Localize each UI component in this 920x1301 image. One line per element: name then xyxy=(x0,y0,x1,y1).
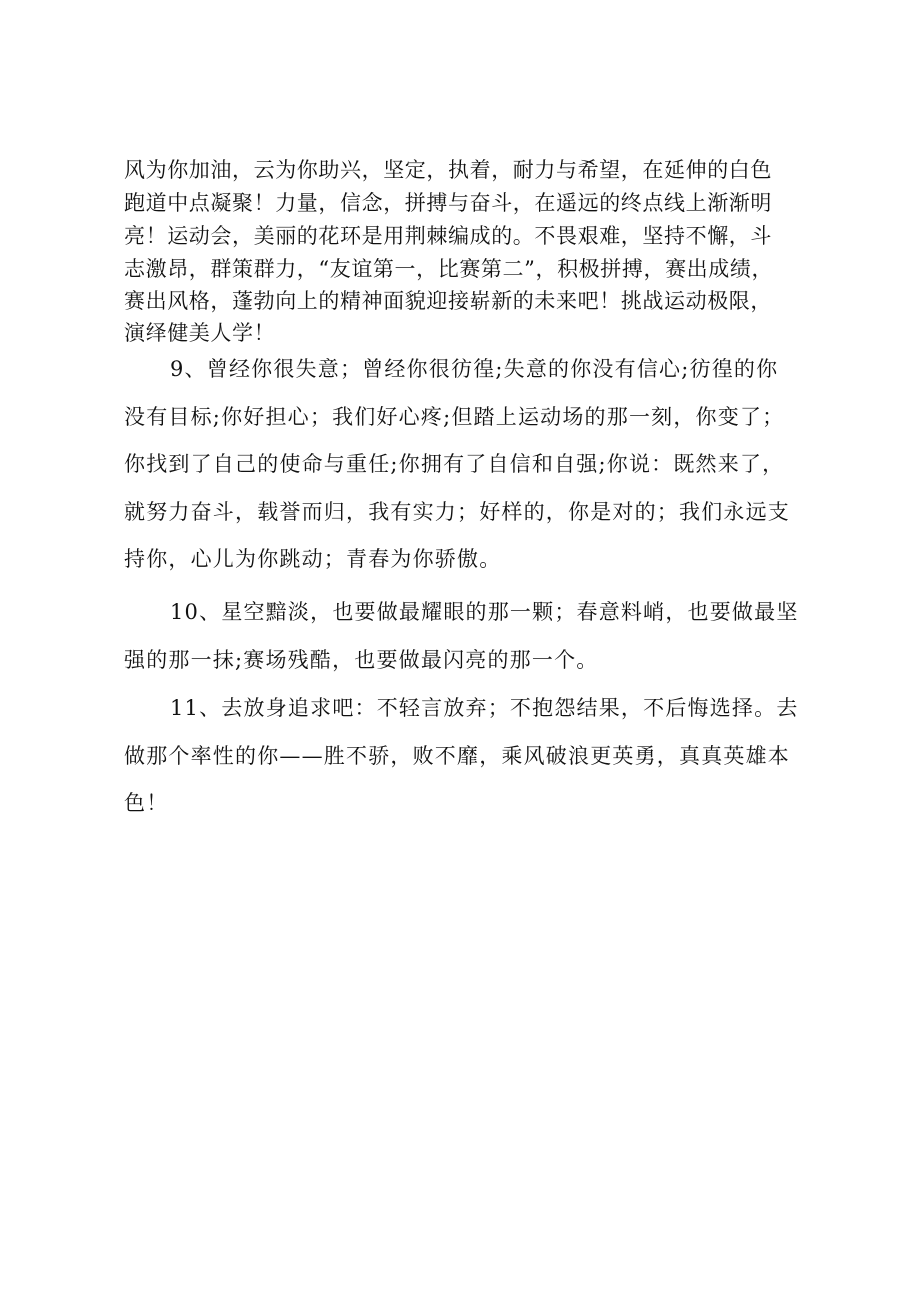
text-line: 没有目标;你好担心；我们好心疼;但踏上运动场的那一刻，你变了； xyxy=(124,405,785,429)
text-line: 11、去放身追求吧：不轻言放弃；不抱怨结果，不后悔选择。去 xyxy=(170,696,799,720)
text-line: 就努力奋斗，载誉而归，我有实力；好样的，你是对的；我们永远支 xyxy=(124,500,790,524)
text-line: 强的那一抹;赛场残酷，也要做最闪亮的那一个。 xyxy=(124,648,599,672)
text-line: 赛出风格，蓬勃向上的精神面貌迎接崭新的未来吧！挑战运动极限， xyxy=(124,289,772,313)
text-line: 你找到了自己的使命与重任;你拥有了自信和自强;你说：既然来了， xyxy=(124,452,785,476)
text-line: 风为你加油，云为你助兴，坚定，执着，耐力与希望，在延伸的白色 xyxy=(124,158,772,182)
text-line: 志激昂，群策群力，“友谊第一，比赛第二”，积极拼搏，赛出成绩， xyxy=(124,257,774,281)
text-line: 亮！运动会，美丽的花环是用荆棘编成的。不畏艰难，坚持不懈，斗 xyxy=(124,224,772,248)
text-line: 色！ xyxy=(124,791,169,815)
text-line: 跑道中点凝聚！力量，信念，拼搏与奋斗，在遥远的终点线上渐渐明 xyxy=(124,191,772,215)
text-line: 演绎健美人学！ xyxy=(124,321,276,345)
text-line: 做那个率性的你——胜不骄，败不靡，乘风破浪更英勇，真真英雄本 xyxy=(124,744,790,768)
text-line: 9、曾经你很失意；曾经你很彷徨;失意的你没有信心;彷徨的你 xyxy=(170,357,779,381)
text-line: 持你，心儿为你跳动；青春为你骄傲。 xyxy=(124,547,502,571)
text-line: 10、星空黯淡，也要做最耀眼的那一颗；春意料峭，也要做最坚 xyxy=(170,600,799,624)
